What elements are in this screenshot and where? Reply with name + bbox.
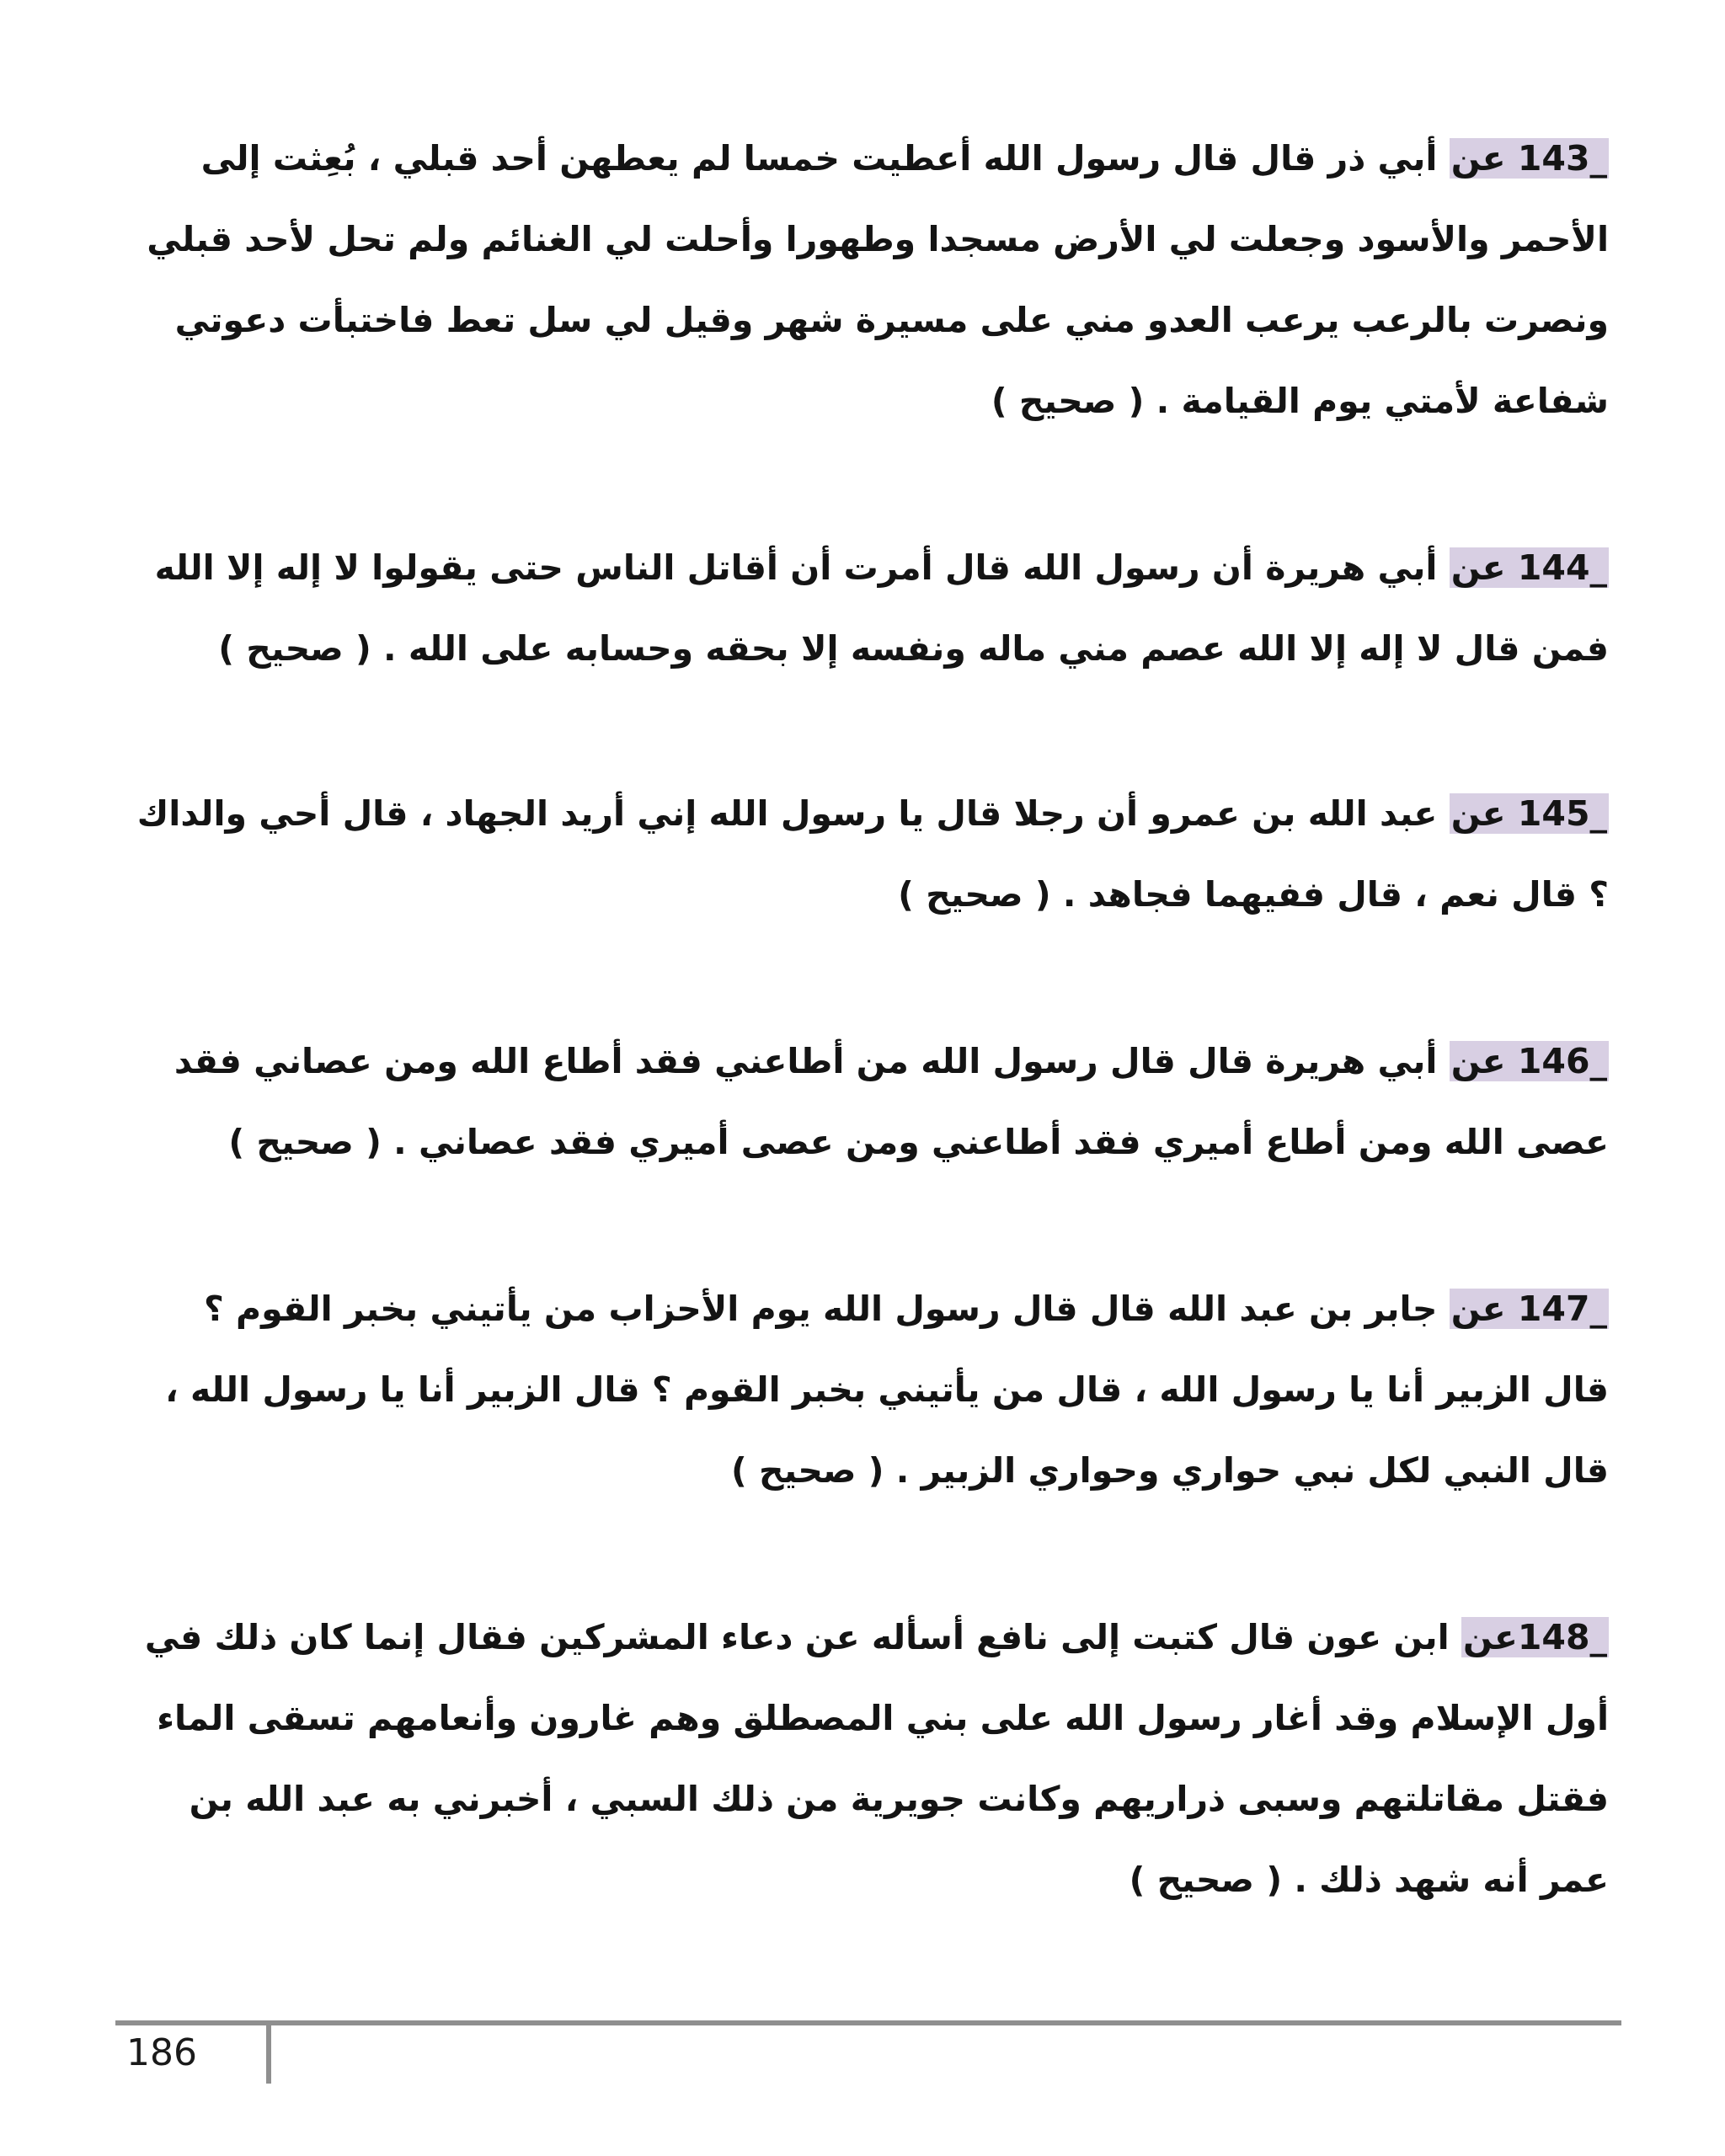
hadith-144 — [126, 527, 1609, 689]
footer-rule — [115, 2020, 1621, 2025]
hadith-an: عن — [1463, 1617, 1518, 1657]
hadith-number: 148_ — [1517, 1617, 1607, 1657]
hadith-147 — [126, 1268, 1609, 1511]
hadith-148 — [126, 1597, 1609, 1920]
hadith-number: 144_ — [1517, 547, 1607, 588]
hadith-text: عبد الله بن عمرو أن رجلا قال يا رسول الله إني أريد الجهاد ، قال أحي والداك ؟ قال نعم ، قال ففيهما فجاهد . ( صحيح ) — [136, 793, 1609, 915]
hadith-text: أبي هريرة قال قال رسول الله من أطاعني فقد أطاع الله ومن عصاني فقد عصى الله ومن أطاع أميري فقد أطاعني ومن عصى أميري فقد عصاني . ( صحيح ) — [174, 1041, 1609, 1162]
hadith-an: عن — [1450, 1041, 1518, 1081]
hadith-number: 147_ — [1517, 1289, 1607, 1329]
hadith-text: ابن عون قال كتبت إلى نافع أسأله عن دعاء المشركين فقال إنما كان ذلك في أول الإسلام وقد أغار رسول الله على بني المصطلق وهم غارون وأنعامهم تسقى الماء فقتل مقاتلتهم وسبى ذراريهم وكانت جويرية من ذلك السبي ، أخبرني به عبد الله بن عمر أنه شهد ذلك . ( صحيح ) — [144, 1617, 1609, 1900]
hadith-text: أبي ذر قال قال رسول الله أعطيت خمسا لم يعطهن أحد قبلي ، بُعِثت إلى الأحمر والأسود وجعلت لي الأرض مسجدا وطهورا وأحلت لي الغنائم ولم تحل لأحد قبلي ونصرت بالرعب يرعب العدو مني على مسيرة شهر وقيل لي سل تعط فاختبأت دعوتي شفاعة لأمتي يوم القيامة . ( صحيح ) — [147, 138, 1609, 421]
hadith-text: أبي هريرة أن رسول الله قال أمرت أن أقاتل الناس حتى يقولوا لا إله إلا الله فمن قال لا إله إلا الله عصم مني ماله ونفسه إلا بحقه وحسابه على الله . ( صحيح ) — [154, 547, 1609, 669]
hadith-an: عن — [1450, 793, 1518, 834]
hadith-number: 145_ — [1517, 793, 1607, 834]
page-body — [126, 118, 1609, 2006]
hadith-an: عن — [1450, 138, 1518, 179]
hadith-143 — [126, 118, 1609, 441]
hadith-number-highlight — [1450, 138, 1609, 179]
hadith-number-highlight — [1450, 793, 1609, 834]
footer-divider — [266, 2023, 271, 2084]
hadith-146 — [126, 1021, 1609, 1182]
hadith-number-highlight — [1450, 1289, 1609, 1329]
hadith-number-highlight — [1461, 1617, 1609, 1657]
hadith-number-highlight — [1450, 547, 1609, 588]
page-number: 186 — [126, 2031, 197, 2074]
hadith-text: جابر بن عبد الله قال قال رسول الله يوم الأحزاب من يأتيني بخبر القوم ؟ قال الزبير أنا يا رسول الله ، قال من يأتيني بخبر القوم ؟ قال الزبير أنا يا رسول الله ، قال النبي لكل نبي حواري وحواري الزبير . ( صحيح ) — [165, 1289, 1609, 1491]
hadith-number-highlight — [1450, 1041, 1609, 1081]
hadith-number: 146_ — [1517, 1041, 1607, 1081]
hadith-an: عن — [1450, 1289, 1518, 1329]
hadith-an: عن — [1450, 547, 1518, 588]
hadith-number: 143_ — [1517, 138, 1607, 179]
hadith-145 — [126, 773, 1609, 935]
